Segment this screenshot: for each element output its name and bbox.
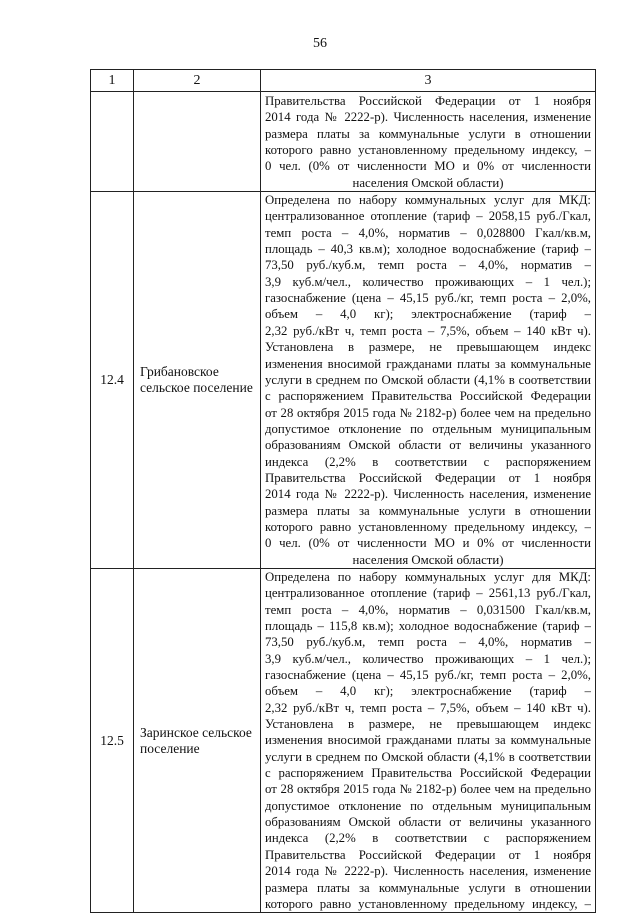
description-line: темп роста – 4,0%, норматив – 0,028800 Гкал/кв.м, — [265, 225, 591, 240]
description-line: которого равно установленному предельному индексу, – — [265, 143, 591, 158]
description-line: газоснабжение (цена – 45,15 руб./кг, темп роста – 2,0%, — [265, 291, 591, 306]
description-line: размера платы за коммунальные услуги в отношении — [265, 503, 591, 518]
table-row — [91, 192, 596, 569]
description-line: с распоряжением Правительства Российской Федерации — [265, 766, 591, 781]
description-line: индекса (2,2% в соответствии с распоряжением — [265, 831, 591, 846]
description-line: 2,32 руб./кВт ч, темп роста – 7,5%, объем – 140 кВт ч). — [265, 323, 591, 338]
description-line: 73,50 руб./куб.м, темп роста – 4,0%, норматив – — [265, 635, 591, 650]
description-line: допустимое отклонение по отдельным муниципальным — [265, 421, 591, 436]
description-line: централизованное отопление (тариф – 2058,15 руб./Гкал, — [265, 209, 591, 224]
description-line: с распоряжением Правительства Российской Федерации — [265, 389, 591, 404]
description-line: 0 чел. (0% от численности МО и 0% от численности — [265, 159, 591, 174]
description-line: которого равно установленному предельному индексу, – — [265, 896, 591, 911]
description-line: изменения вносимой гражданами платы за коммунальные — [265, 733, 591, 748]
table-header-row — [91, 70, 596, 92]
description-line: 3,9 куб.м/чел., количество проживающих – 1 чел.); — [265, 274, 591, 289]
page-number: 56 — [313, 36, 327, 51]
description-line: объем – 4,0 кг); электроснабжение (тариф – — [265, 684, 591, 699]
table-row — [91, 568, 596, 912]
header-col-1: 1 — [91, 70, 134, 92]
description-line: Правительства Российской Федерации от 1 ноября — [265, 470, 591, 485]
description-cell — [261, 192, 596, 569]
description-line: Определена по набору коммунальных услуг для МКД: — [265, 569, 591, 584]
description-line: населения Омской области) — [352, 552, 504, 567]
description-line: 2,32 руб./кВт ч, темп роста – 7,5%, объем – 140 кВт ч). — [265, 700, 591, 715]
description-line: от 28 октября 2015 года № 2182-р) более чем на предельно — [265, 782, 591, 797]
description-line: индекса (2,2% в соответствии с распоряжением — [265, 454, 591, 469]
description-line: централизованное отопление (тариф – 2561,13 руб./Гкал, — [265, 586, 591, 601]
description-line: образованиям Омской области от величины указанного — [265, 815, 591, 830]
description-line: объем – 4,0 кг); электроснабжение (тариф – — [265, 307, 591, 322]
description-line: 2014 года № 2222-р). Численность населения, изменение — [265, 864, 591, 879]
description-line: Определена по набору коммунальных услуг для МКД: — [265, 193, 591, 208]
description-line: газоснабжение (цена – 45,15 руб./кг, темп роста – 2,0%, — [265, 668, 591, 683]
description-cell — [261, 568, 596, 912]
description-line: услуги в среднем по Омской области (4,1% в соответствии — [265, 749, 591, 764]
header-col-2: 2 — [134, 70, 261, 92]
description-line: которого равно установленному предельному индексу, – — [265, 519, 591, 534]
description-line: населения Омской области) — [352, 175, 504, 190]
description-line: Правительства Российской Федерации от 1 ноября — [265, 847, 591, 862]
header-col-3: 3 — [261, 70, 596, 92]
row-number: 12.4 — [91, 192, 134, 569]
description-line: 73,50 руб./куб.м, темп роста – 4,0%, норматив – — [265, 258, 591, 273]
description-line: 2014 года № 2222-р). Численность населения, изменение — [265, 110, 591, 125]
tariff-table — [90, 69, 596, 913]
description-line: размера платы за коммунальные услуги в отношении — [265, 126, 591, 141]
description-line: Установлена в размере, не превышающем индекс — [265, 717, 591, 732]
description-line: Правительства Российской Федерации от 1 ноября — [265, 94, 591, 108]
settlement-name: Грибановское сельское поселение — [134, 192, 261, 569]
description-line: площадь – 115,8 кв.м); холодное водоснабжение (тариф – — [265, 619, 591, 633]
description-line: образованиям Омской области от величины указанного — [265, 438, 591, 453]
description-line: изменения вносимой гражданами платы за коммунальные — [265, 356, 591, 371]
description-line: услуги в среднем по Омской области (4,1% в соответствии — [265, 372, 591, 387]
description-line: от 28 октября 2015 года № 2182-р) более чем на предельно — [265, 405, 591, 420]
row-number: 12.5 — [91, 568, 134, 912]
row-number — [91, 92, 134, 192]
description-line: допустимое отклонение по отдельным муниципальным — [265, 798, 591, 813]
description-line: размера платы за коммунальные услуги в отношении — [265, 880, 591, 895]
table-row — [91, 92, 596, 192]
description-line: 2014 года № 2222-р). Численность населения, изменение — [265, 487, 591, 502]
description-cell — [261, 92, 596, 192]
description-line: площадь – 40,3 кв.м); холодное водоснабжение (тариф – — [265, 242, 591, 257]
description-line: темп роста – 4,0%, норматив – 0,031500 Гкал/кв.м, — [265, 602, 591, 617]
settlement-name: Заринское сельское поселение — [134, 568, 261, 912]
description-line: 3,9 куб.м/чел., количество проживающих – 1 чел.); — [265, 651, 591, 666]
description-line: 0 чел. (0% от численности МО и 0% от численности — [265, 536, 591, 551]
description-line: Установлена в размере, не превышающем индекс — [265, 340, 591, 355]
settlement-name — [134, 92, 261, 192]
